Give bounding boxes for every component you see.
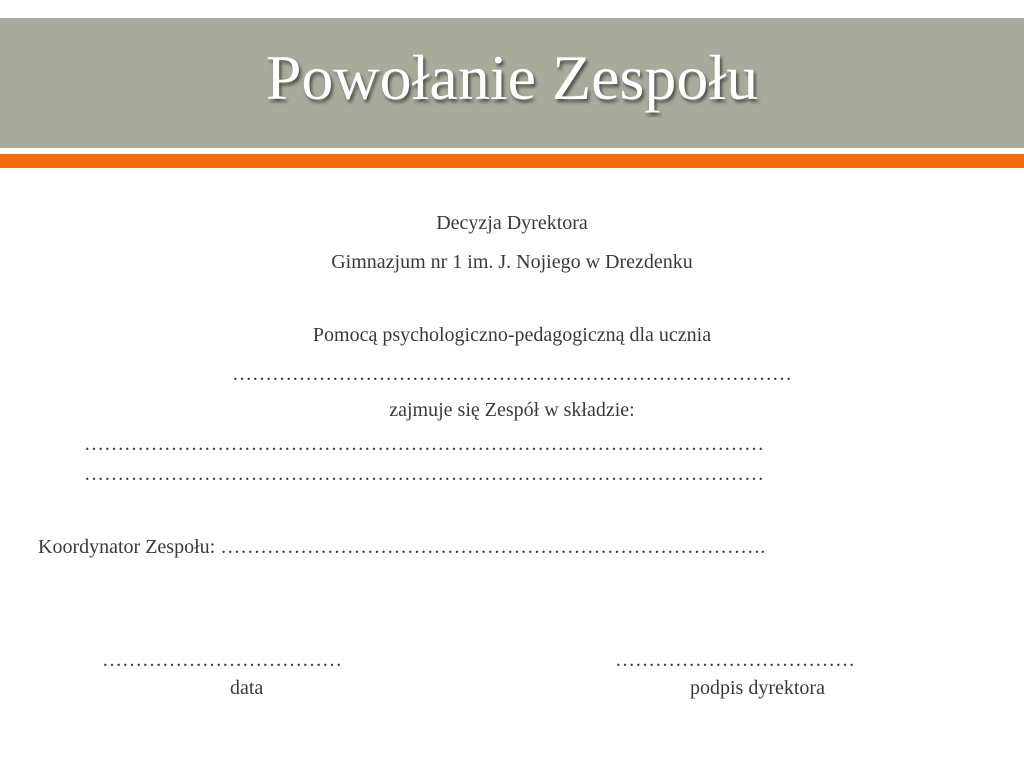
team-members-blank-1: ………………………………………………………………………………………… — [84, 433, 764, 455]
coordinator-row — [38, 535, 765, 559]
school-name: Gimnazjum nr 1 im. J. Nojiego w Drezdenku — [331, 251, 693, 273]
student-name-blank: ………………………………………………………………………… — [232, 363, 792, 385]
coordinator-blank: ………………………………………………………………………. — [220, 536, 766, 558]
accent-bar — [0, 154, 1024, 168]
date-blank: ……………………………… — [102, 649, 342, 671]
team-statement: zajmuje się Zespół w składzie: — [389, 399, 635, 421]
coordinator-label: Koordynator Zespołu: — [38, 536, 216, 558]
decision-heading: Decyzja Dyrektora — [436, 212, 588, 234]
signature-blank: ……………………………… — [615, 649, 855, 671]
signature-label: podpis dyrektora — [690, 677, 825, 699]
date-label: data — [230, 677, 264, 699]
team-members-blank-2: ………………………………………………………………………………………… — [84, 463, 764, 485]
slide-title: Powołanie Zespołu — [265, 42, 759, 113]
help-statement: Pomocą psychologiczno-pedagogiczną dla ucznia — [312, 324, 712, 346]
